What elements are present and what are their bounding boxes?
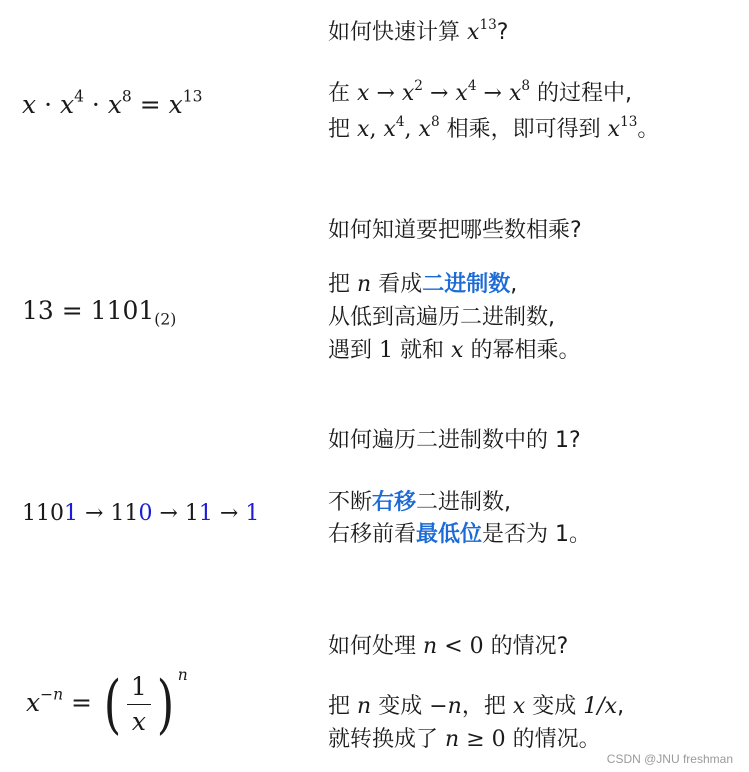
answer-3-line-1: 不断右移二进制数, bbox=[328, 490, 512, 515]
shift-term: 110 bbox=[110, 501, 153, 526]
question-1: 如何快速计算 $x^{13}$? bbox=[328, 16, 509, 45]
formula-negative-exponent: $x^{-n}$ = ( $\frac{1}{x}$ ) $^n$ bbox=[26, 666, 188, 742]
answer-2-line-1: 把 n 看成二进制数, bbox=[328, 272, 518, 297]
answer-2-line-2: 从低到高遍历二进制数, bbox=[328, 305, 555, 330]
answer-2-line-3: 遇到 1 就和 x 的幂相乘。 bbox=[328, 338, 581, 363]
watermark: CSDN @JNU freshman bbox=[606, 752, 733, 766]
answer-4-line-1: 把 n 变成 −n，把 x 变成 1/x, bbox=[328, 694, 625, 719]
formula-power-product: $x \cdot x^4 \cdot x^8 = x^{13}$ bbox=[22, 87, 203, 119]
formula-binary-13: $13 = 1101_{(2)}$ bbox=[22, 296, 177, 329]
formula-shift-sequence: 1101 → 110 → 11 → 1 bbox=[22, 501, 260, 526]
fraction-one-over-x: $\frac{1}{x}$ bbox=[127, 672, 151, 737]
highlight-binary: 二进制数 bbox=[422, 272, 511, 297]
answer-3-line-2: 右移前看最低位是否为 1。 bbox=[328, 522, 592, 547]
answer-1-line-2: 把 x, $x^4$, $x^8$ 相乘，即可得到 $x^{13}$。 bbox=[328, 113, 660, 142]
answer-4-line-2: 就转换成了 n ≥ 0 的情况。 bbox=[328, 727, 601, 752]
shift-term: 11 bbox=[184, 501, 213, 526]
answer-1-line-1: 在 $x \to x^2 \to x^4 \to x^8$ 的过程中, bbox=[328, 77, 633, 106]
question-2: 如何知道要把哪些数相乘? bbox=[328, 218, 582, 243]
shift-term: 1 bbox=[245, 501, 260, 526]
highlight-right-shift: 右移 bbox=[372, 490, 417, 515]
highlight-lowest-bit: 最低位 bbox=[416, 522, 483, 547]
shift-term: 1101 bbox=[22, 501, 78, 526]
question-3: 如何遍历二进制数中的 1? bbox=[328, 428, 581, 453]
question-4: 如何处理 n < 0 的情况? bbox=[328, 634, 569, 659]
